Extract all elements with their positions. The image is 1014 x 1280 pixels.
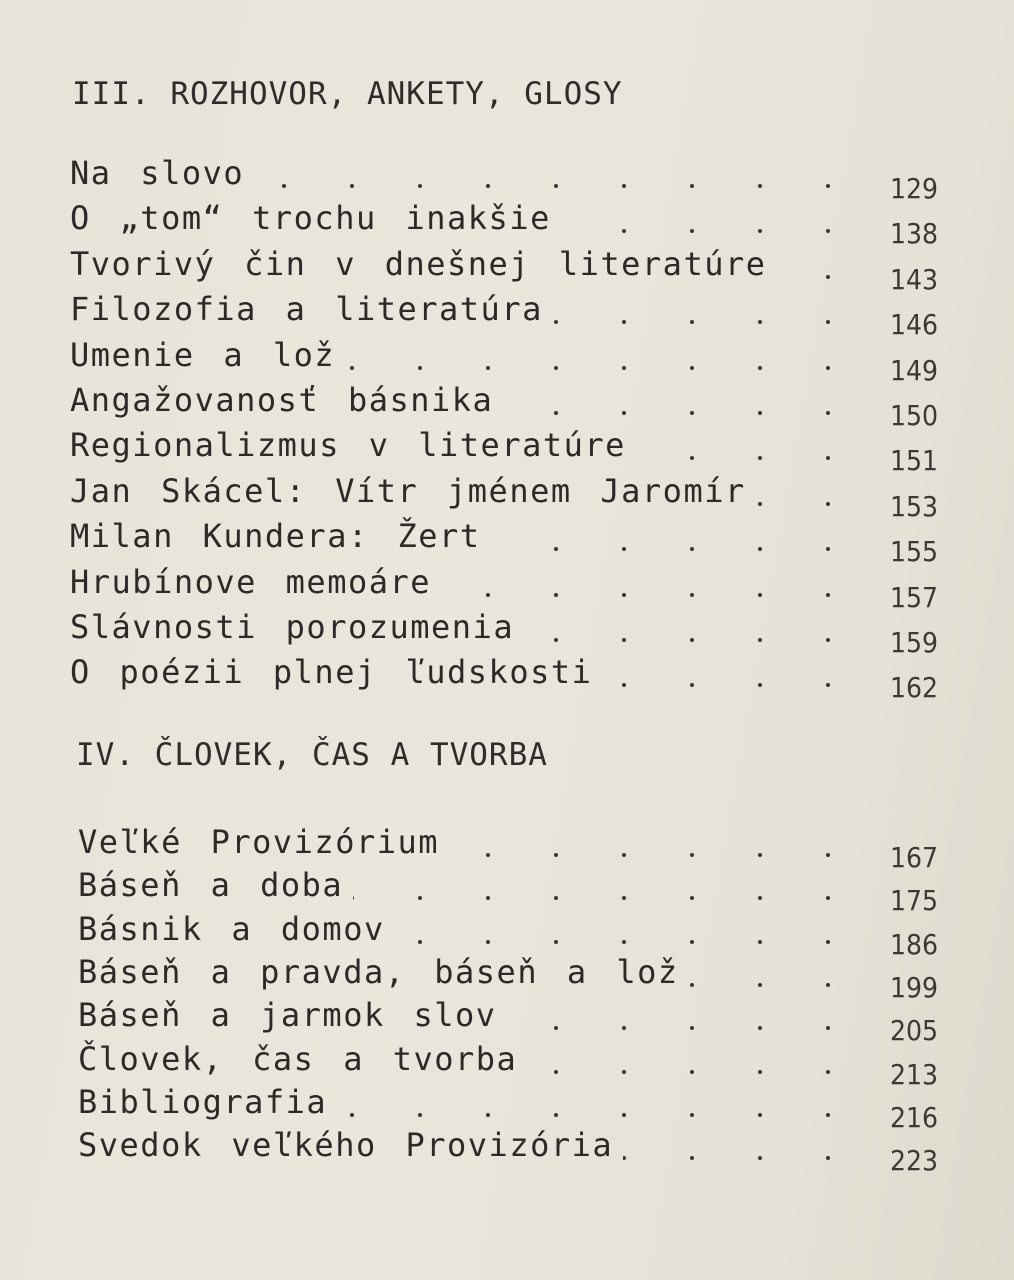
dot-leader	[337, 1085, 858, 1125]
toc-entry-title: Na slovo	[70, 154, 245, 192]
toc-entry-page-number: 162	[890, 671, 939, 705]
dot-leader	[561, 201, 858, 241]
toc-entry[interactable]	[0, 1126, 1014, 1178]
toc-entry[interactable]	[0, 426, 1014, 478]
toc-entry-page-number: 138	[890, 217, 939, 251]
toc-entry[interactable]	[0, 154, 1014, 205]
toc-entry[interactable]	[0, 823, 1014, 874]
toc-entry[interactable]	[0, 562, 1014, 614]
toc-entry-page-number: 199	[890, 970, 939, 1004]
toc-entry-title: Veľké Provizórium	[78, 823, 440, 861]
toc-entry-title: O poézii plnej ľudskosti	[70, 653, 593, 692]
toc-entry-page-number: 149	[890, 353, 939, 387]
toc-entry-page-number: 167	[890, 841, 939, 874]
toc-entry[interactable]	[0, 199, 1014, 251]
toc-entry-title: O „tom“ trochu inakšie	[70, 199, 551, 238]
toc-entry-title: Umenie a lož	[70, 335, 336, 374]
dot-leader	[345, 338, 858, 378]
dot-leader	[449, 825, 858, 865]
toc-entry[interactable]	[0, 290, 1014, 342]
toc-entry-title: Svedok veľkého Provizória	[78, 1126, 614, 1165]
dot-leader	[623, 1128, 858, 1168]
toc-entry[interactable]	[0, 866, 1014, 918]
toc-entry-page-number: 150	[890, 399, 939, 432]
toc-entry[interactable]	[0, 996, 1014, 1048]
toc-entry-page-number: 157	[890, 580, 939, 614]
toc-entry-title: Tvorivý čin v dnešnej literatúre	[70, 244, 767, 283]
toc-entry[interactable]	[0, 471, 1014, 523]
dot-leader	[507, 998, 858, 1038]
dot-leader	[441, 565, 858, 605]
toc-entry[interactable]	[0, 909, 1014, 961]
toc-entry-page-number: 129	[890, 172, 939, 205]
toc-entry-title: Jan Skácel: Vítr jménem Jaromír	[70, 471, 746, 510]
dot-leader	[553, 292, 858, 332]
toc-entry-title: Filozofia a literatúra	[70, 290, 543, 329]
toc-entry-title: Slávnosti porozumenia	[70, 608, 515, 646]
toc-entry-title: Angažovanosť básnika	[70, 381, 494, 419]
dot-leader	[527, 1042, 858, 1082]
toc-entry-title: Regionalizmus v literatúre	[70, 426, 626, 465]
dot-leader	[524, 610, 858, 650]
toc-entry-page-number: 155	[890, 535, 939, 569]
dot-leader	[491, 519, 858, 559]
toc-entry-page-number: 213	[890, 1057, 939, 1091]
toc-entry-title: Človek, čas a tvorba	[78, 1039, 518, 1078]
toc-entry[interactable]	[0, 335, 1014, 387]
dot-leader	[689, 955, 858, 995]
dot-leader	[395, 912, 858, 952]
toc-entry-page-number: 216	[890, 1100, 939, 1134]
toc-entry-title: Básnik a domov	[78, 909, 385, 948]
toc-entry-page-number: 143	[890, 262, 939, 296]
toc-entry-page-number: 223	[890, 1144, 939, 1178]
toc-entry-title: Báseň a pravda, báseň a lož	[78, 952, 679, 991]
dot-leader	[636, 428, 858, 468]
toc-entry-page-number: 159	[890, 626, 939, 659]
toc-entry-page-number: 151	[890, 444, 939, 478]
toc-entry[interactable]	[0, 517, 1014, 569]
toc-entry-title: Bibliografia	[78, 1082, 328, 1121]
toc-entry-title: Báseň a jarmok slov	[78, 996, 497, 1035]
toc-entry[interactable]	[0, 608, 1014, 659]
toc-entry[interactable]	[0, 1082, 1014, 1134]
dot-leader	[254, 156, 858, 196]
toc-entry[interactable]	[0, 653, 1014, 705]
toc-entry[interactable]	[0, 952, 1014, 1004]
dot-leader	[353, 868, 858, 908]
toc-entry-page-number: 153	[890, 489, 939, 523]
toc-entry-title: Milan Kundera: Žert	[70, 517, 481, 556]
toc-entry-title: Báseň a doba	[78, 866, 344, 905]
dot-leader	[503, 383, 858, 423]
toc-entry[interactable]	[0, 1039, 1014, 1091]
toc-entry-title: Hrubínove memoáre	[70, 562, 432, 601]
dot-leader	[756, 474, 858, 514]
dot-leader	[602, 655, 858, 695]
toc-entry-page-number: 205	[890, 1014, 939, 1048]
toc-entry-page-number: 146	[890, 308, 939, 342]
section-heading-iii: III. ROZHOVOR, ANKETY, GLOSY	[72, 76, 623, 112]
section-heading-iv: IV. ČLOVEK, ČAS A TVORBA	[76, 737, 548, 773]
dot-leader	[777, 247, 858, 287]
toc-entry[interactable]	[0, 244, 1014, 296]
toc-entry-page-number: 186	[890, 927, 939, 961]
toc-entry-page-number: 175	[890, 884, 939, 918]
toc-entry[interactable]	[0, 381, 1014, 432]
